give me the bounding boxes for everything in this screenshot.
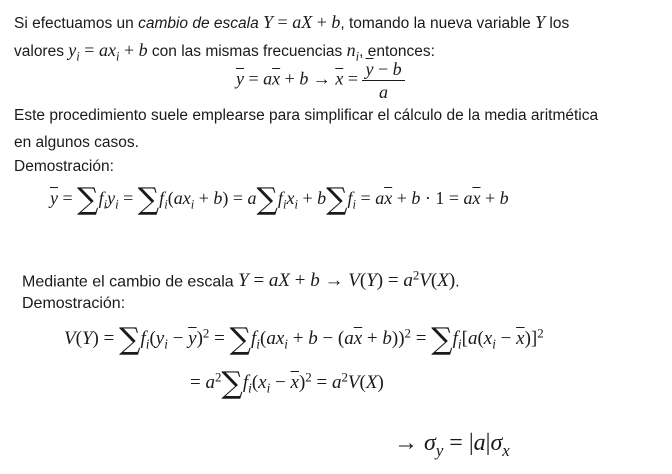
text-run: Mediante el cambio de escala [22,273,239,291]
math-Y: Y [535,12,546,32]
text-emphasis: cambio de escala [138,15,259,32]
text-run: con las mismas frecuencias [147,43,347,60]
demonstration-label-2: Demostración: [22,295,126,312]
equation-std-deviation: → $\sigma_y = |a|\sigma_x$ [394,430,510,460]
text-run: valores [14,43,69,60]
equation-mean-demonstration: $\overline{y} = \sum f_iy_i = \sum f_i(ax_i + b) = a\sum f_ix_i + b\sum f_i = a\overline{x} + b \cdot 1 = a\overline{x} + b$ [50,182,509,217]
demonstration-label-1: Demostración: [14,158,114,175]
text-run: . [455,273,460,291]
equation-variance-line-1: $V(Y) = \sum f_i(y_i - \overline{y})^2 = \sum f_i(ax_i + b - (a\overline{x} + b))^2 = \sum f_i[a(x_i - \overline{x})]^2$ [64,322,544,357]
text-run: Si efectuamos un [14,15,139,32]
paragraph-2-line-1: Este procedimiento suele emplearse para simplificar el cálculo de la media aritmética [14,107,599,124]
text-run: , tomando la nueva variable [340,15,536,32]
text-run: los [545,15,570,32]
paragraph-line-1 [14,12,569,34]
math-variance-scale: Y = aX + $b \to V(Y) = a^2V(X)$ [238,268,456,292]
math-scale-change: Y = aX + b [263,12,341,32]
paragraph-2-line-2: en algunos casos. [14,134,139,151]
paragraph-3 [22,266,460,292]
text-run: , entonces: [359,43,435,60]
math-yi: $y_i = ax_i + b$ [68,40,148,64]
equation-mean-transform: $\overline{y} = a\overline{x} + b \to \overline{x}$ = $\frac{\overline{y} - b}{a}$ [236,58,405,103]
equation-variance-line-2: = $a^2\sum f_i(x_i - \overline{x})^2 = a^2V(X)$ [190,366,384,401]
fraction: $\frac{\overline{y} - b}{a}$ [362,58,404,103]
math-ni: $n_i$ [346,40,360,64]
